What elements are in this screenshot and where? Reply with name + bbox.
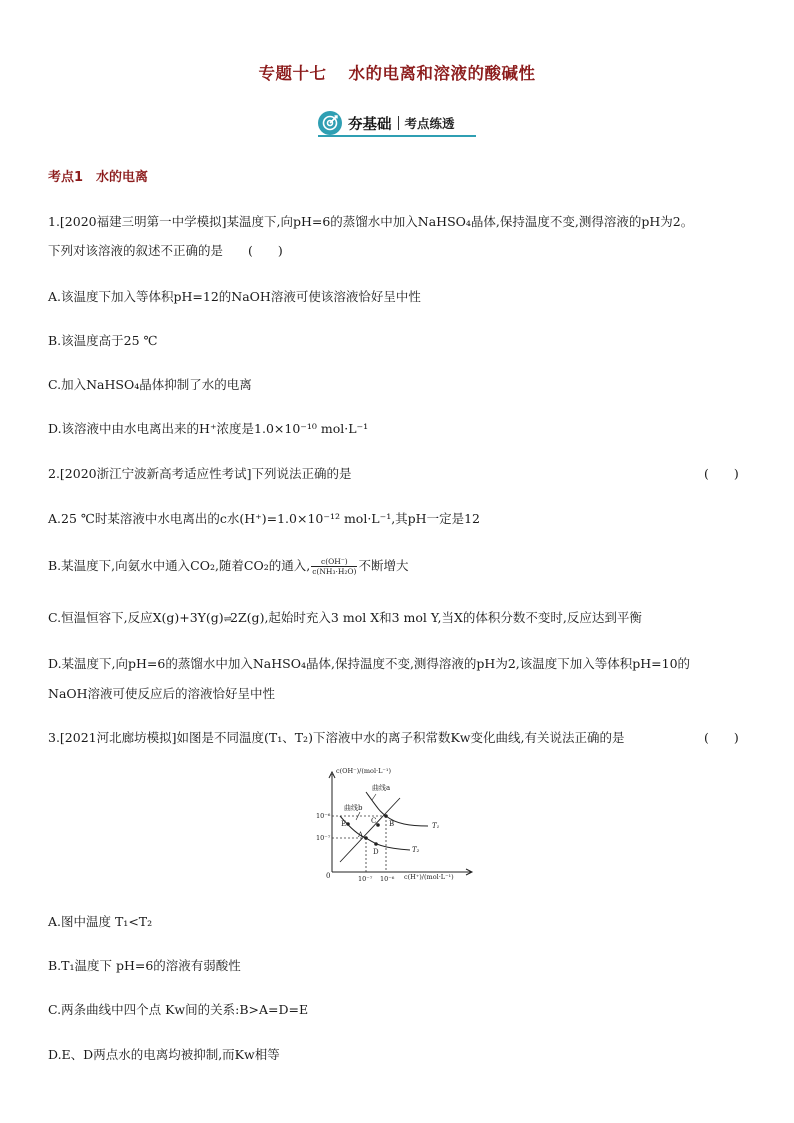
q1-stem-line1: 1.[2020福建三明第一中学模拟]某温度下,向pH=6的蒸馏水中加入NaHSO₄晶体,保持温度不变,测得溶液的pH为2。 [48,214,694,229]
target-icon [318,111,342,135]
kw-curve-graph [300,764,480,882]
badge-underline [318,135,476,137]
q2-option-d-line1: D.某温度下,向pH=6的蒸馏水中加入NaHSO₄晶体,保持温度不变,测得溶液的pH为2,该温度下加入等体积pH=10的 [48,656,691,671]
q1-option-b: B.该温度高于25 ℃ [48,333,158,348]
ytick-low: 10⁻⁷ [316,834,331,842]
point-e-label: E [341,820,347,828]
q3-answer-paren: ( ) [704,730,739,745]
curve-a-label: 曲线a [372,784,391,792]
q2-answer-paren: ( ) [704,466,739,481]
xtick-low: 10⁻⁷ [358,875,373,882]
point-d-marker [374,842,378,846]
q3-option-a: A.图中温度 T₁<T₂ [48,914,153,929]
point-b-marker [384,814,388,818]
q2-option-c-pre: C.恒温恒容下,反应X(g)+3Y(g) [48,610,224,625]
fraction-numerator: c(OH⁻) [311,557,357,567]
q3-stem: 3.[2021河北廊坊模拟]如图是不同温度(T₁、T₂)下溶液中水的离子积常数Kw变化曲线,有关说法正确的是 [48,730,625,745]
fraction-denominator: c(NH₃·H₂O) [312,567,357,576]
curve-a-pointer [372,794,376,800]
point-c-marker [376,823,380,827]
q2-stem: 2.[2020浙江宁波新高考适应性考试]下列说法正确的是 [48,466,352,481]
point-b-label: B [389,820,395,828]
q2-option-c-post: 2Z(g),起始时充入3 mol X和3 mol Y,当X的体积分数不变时,反应达到平衡 [230,610,642,625]
page-title [0,60,794,84]
point-c-label: C [371,817,377,825]
ytick-high: 10⁻⁶ [316,812,331,820]
q3-option-c: C.两条曲线中四个点 Kw间的关系:B>A=D=E [48,1002,309,1017]
q2-option-c [48,608,642,626]
q1-stem-line2: 下列对该溶液的叙述不正确的是 ( ) [48,243,283,258]
q2-option-b-pre: B.某温度下,向氨水中通入CO₂,随着CO₂的通入, [48,558,311,573]
point-d-label: D [373,848,379,856]
q3-option-b: B.T₁温度下 pH=6的溶液有弱酸性 [48,958,241,973]
q2-option-a: A.25 ℃时某溶液中水电离出的c水(H⁺)=1.0×10⁻¹² mol·L⁻¹,其pH一定是12 [48,511,480,526]
q1-option-d: D.该溶液中由水电离出来的H⁺浓度是1.0×10⁻¹⁰ mol·L⁻¹ [48,421,369,436]
point-e-marker [346,822,350,826]
origin-label: 0 [326,872,331,880]
t2-label: T₂ [412,846,420,854]
title-name: 水的电离和溶液的酸碱性 [348,64,536,83]
curve-b-label: 曲线b [344,804,363,812]
badge-main-label: 夯基础 [348,116,392,133]
badge-sub-label: 考点练透 [404,116,455,131]
badge-separator [398,116,399,130]
section-heading: 考点1 水的电离 [48,170,149,185]
title-topic: 专题十七 [258,64,327,83]
point-a-label: A [358,831,364,839]
section-badge [318,111,455,135]
t1-label: T₁ [432,822,440,830]
xtick-high: 10⁻⁶ [380,875,395,882]
y-axis-label: c(OH⁻)/(mol·L⁻¹) [336,767,391,775]
q2-option-b-fraction [311,557,357,576]
q1-option-a: A.该温度下加入等体积pH=12的NaOH溶液可使该溶液恰好呈中性 [48,289,421,304]
x-axis-label: c(H⁺)/(mol·L⁻¹) [404,873,454,881]
q2-option-b-post: 不断增大 [358,558,409,573]
q2-option-d-line2: NaOH溶液可使反应后的溶液恰好呈中性 [48,686,276,701]
q2-option-b [48,556,409,576]
point-a-marker [364,836,368,840]
q3-option-d: D.E、D两点水的电离均被抑制,而Kw相等 [48,1047,280,1062]
equilibrium-arrow-icon: ⇌ [223,614,231,625]
q1-option-c: C.加入NaHSO₄晶体抑制了水的电离 [48,377,252,392]
